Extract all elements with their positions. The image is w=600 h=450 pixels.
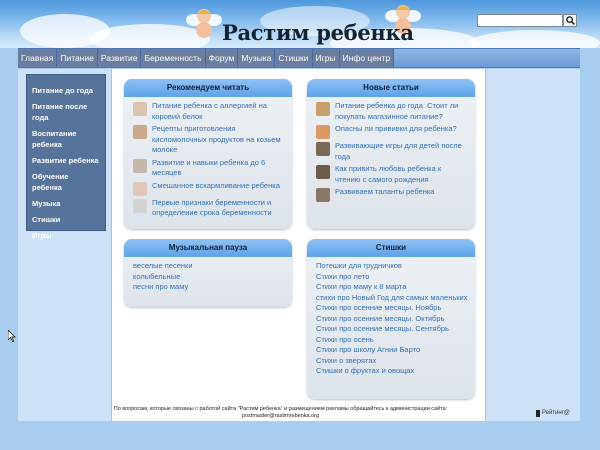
sidebar-item-poems[interactable]: Стишки (32, 215, 61, 224)
poem-link[interactable]: Стихи про осенние месяцы. Октябрь (316, 313, 445, 323)
article-link[interactable]: Рецепты приготовления кисломолочных продуктов на козьем молоке (152, 124, 281, 154)
article-thumbnail (316, 165, 330, 179)
nav-item-games[interactable]: Игры (313, 49, 340, 67)
music-link[interactable]: веселые песенки (133, 261, 193, 270)
article-thumbnail (316, 142, 330, 156)
recommend-box-title: Рекомендуем читать (124, 79, 292, 97)
search-button[interactable] (563, 14, 577, 27)
right-rail (488, 69, 580, 421)
recommend-box (124, 79, 292, 229)
article-thumbnail (133, 102, 147, 116)
footer-contact-text: По вопросам, которые связаны с работой сайта "Растим ребенка" и размещением рекламы обращайтесь к администрации сайта: (113, 406, 448, 412)
poem-link[interactable]: Стихи про школу Агнии Барто (316, 345, 421, 354)
nav-item-pregnancy[interactable]: Беременность (141, 49, 205, 67)
article-thumbnail (133, 182, 147, 196)
search-input[interactable] (477, 14, 563, 27)
list-item (133, 198, 285, 219)
list-item (133, 101, 285, 122)
list-item (316, 101, 468, 122)
poem-link[interactable]: Стихи про лето (316, 271, 370, 281)
article-thumbnail (133, 159, 147, 173)
nav-item-music[interactable]: Музыка (238, 49, 275, 67)
article-link[interactable]: Смешанное вскармливание ребенка (152, 180, 280, 190)
sidebar (26, 74, 106, 240)
article-link[interactable]: Питание ребенка с аллергией на коровий белок (152, 101, 267, 121)
article-link[interactable]: Развитие и навыки ребенка до 6 месяцев (152, 157, 266, 177)
sidebar-item-games[interactable]: Игры (32, 231, 52, 240)
new-articles-box-title: Новые статьи (307, 79, 475, 97)
article-thumbnail (133, 125, 147, 139)
site-header (0, 0, 600, 48)
poem-link[interactable]: Стихи про осенние месяцы. Ноябрь (316, 303, 442, 312)
poem-link[interactable]: Стишки о фруктах и овощах (316, 366, 415, 375)
article-thumbnail (133, 199, 147, 213)
article-link[interactable]: Первые признаки беременности и определение срока беременности (152, 197, 272, 217)
counter-icon (536, 410, 540, 417)
list-item (316, 164, 468, 185)
nav-item-nutrition[interactable]: Питание (57, 49, 98, 67)
nav-filler (394, 49, 580, 67)
site-title[interactable]: Растим ребенка (222, 20, 414, 45)
nav-item-home[interactable]: Главная (18, 49, 57, 67)
list-item (133, 181, 285, 196)
article-link[interactable]: Питание ребенка до года. Стоит ли покупать магазинное питание? (335, 101, 459, 121)
main-nav (18, 48, 580, 68)
list-item (133, 158, 285, 179)
cloud-decor (470, 30, 600, 48)
music-link[interactable]: песни про маму (133, 282, 189, 291)
nav-item-poems[interactable]: Стишки (275, 49, 312, 67)
rating-counter[interactable] (536, 408, 570, 418)
mouse-cursor-icon (8, 330, 16, 342)
article-thumbnail (316, 125, 330, 139)
list-item (316, 141, 468, 162)
nav-item-development[interactable]: Развитие (98, 49, 142, 67)
article-thumbnail (316, 188, 330, 202)
sidebar-item-upbringing[interactable]: Воспитание ребенка (32, 129, 77, 149)
article-link[interactable]: Развивающие игры для детей после года (335, 141, 462, 161)
poem-link[interactable]: Стихи про маму к 8 марта (316, 282, 407, 291)
article-link[interactable]: Развиваем таланты ребенка (335, 187, 435, 196)
article-thumbnail (316, 102, 330, 116)
footer (93, 406, 468, 426)
list-item (316, 124, 468, 139)
sidebar-item-nutrition-after-year[interactable]: Питание после года (32, 102, 88, 122)
music-box-title: Музыкальная пауза (124, 239, 292, 257)
poem-link[interactable]: Стихи про осень (316, 334, 374, 344)
poems-box (307, 239, 475, 399)
poem-link[interactable]: стихи про Новый Год для самых маленьких (316, 292, 468, 302)
poem-link[interactable]: Стихи про осенние месяцы. Сентябрь (316, 324, 449, 333)
sidebar-item-nutrition-under-year[interactable]: Питание до года (32, 86, 94, 95)
main-content (111, 69, 486, 421)
music-box (124, 239, 292, 307)
footer-email[interactable]: postmaster@rastimrebenka.org (241, 413, 320, 419)
poem-link[interactable]: Потешки для грудничков (316, 261, 402, 270)
search-icon (566, 16, 575, 25)
nav-item-info-center[interactable]: Инфо центр (340, 49, 395, 67)
new-articles-box (307, 79, 475, 229)
page-body (18, 69, 580, 421)
sidebar-item-development[interactable]: Развитие ребенка (32, 156, 99, 165)
list-item (316, 187, 468, 202)
poems-box-title: Стишки (307, 239, 475, 257)
article-link[interactable]: Как привить любовь ребенка к чтению с самого рождения (335, 164, 442, 184)
list-item (124, 124, 285, 156)
nav-item-forum[interactable]: Форум (206, 49, 239, 67)
article-link[interactable]: Опасны ли прививки для ребенка? (335, 124, 457, 133)
angel-left-icon (186, 4, 222, 40)
music-link[interactable]: колыбельные (133, 271, 181, 281)
sidebar-item-education[interactable]: Обучение ребенка (32, 172, 69, 192)
poem-link[interactable]: Стихи о зверятах (316, 355, 377, 365)
sidebar-item-music[interactable]: Музыка (32, 199, 61, 208)
counter-label: Рейтинг@ (541, 410, 570, 416)
